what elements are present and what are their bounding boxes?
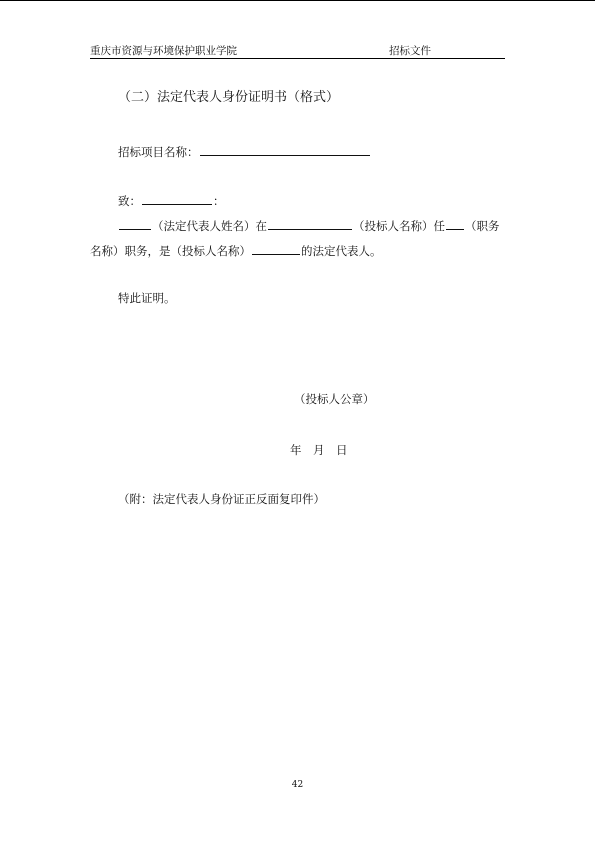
project-name-blank[interactable] [200,143,370,156]
addressee-line [118,192,225,209]
representative-name-blank[interactable] [119,217,151,230]
header-document-type: 招标文件 [389,45,431,57]
date-line: 年 月 日 [290,443,348,457]
top-border [0,0,595,1]
bidder-name-blank-2[interactable] [252,242,300,255]
statement-end: 的法定代表人。 [301,244,382,258]
statement-line-2 [90,242,382,259]
project-name-line [118,143,371,160]
attachment-note: （附：法定代表人身份证正反面复印件） [118,492,325,506]
addressee-prefix: 致： [118,194,141,208]
bidder-seal: （投标人公章） [294,392,375,406]
position-blank[interactable] [446,217,464,230]
bidder-name-blank[interactable] [268,217,352,230]
page-header [90,42,505,59]
addressee-blank[interactable] [142,192,212,205]
representative-name-hint: （法定代表人姓名）在 [152,219,267,233]
section-title: （二）法定代表人身份证明书（格式） [118,90,340,105]
position-hint-start: （职务 [465,219,500,233]
header-school-name: 重庆市资源与环境保护职业学院 [90,45,237,57]
project-name-label: 招标项目名称： [118,145,199,159]
addressee-suffix: ： [213,194,225,208]
certify-text: 特此证明。 [118,291,176,305]
page-number: 42 [291,780,304,790]
position-hint-end: 名称）职务，是（投标人名称） [90,244,251,258]
statement-line-1 [118,217,500,234]
bidder-name-hint: （投标人名称）任 [353,219,445,233]
